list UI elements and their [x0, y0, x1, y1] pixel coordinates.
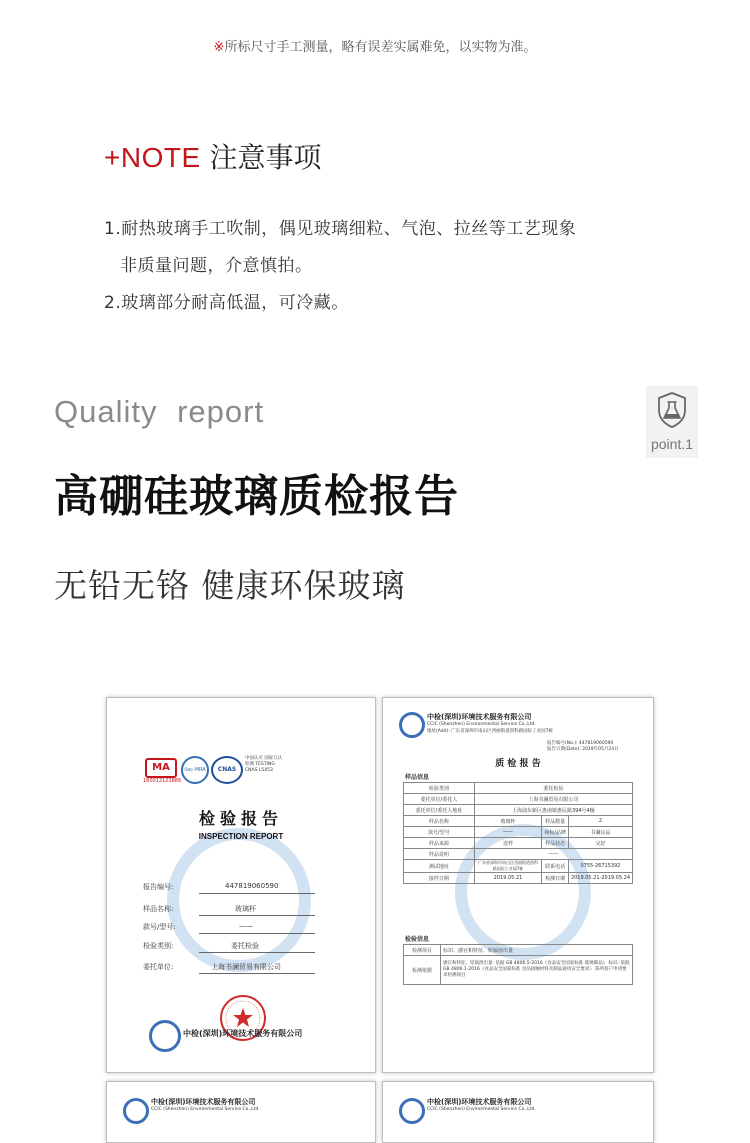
table-cell: 书澜良品	[568, 827, 632, 838]
table-row	[404, 873, 633, 884]
table-cell: 检测项目	[404, 945, 441, 956]
table-cell: 委托单位/委托人	[404, 794, 475, 805]
asterisk-mark: ※	[213, 40, 225, 55]
measurement-disclaimer	[0, 36, 750, 55]
ccic-logo	[399, 712, 425, 738]
table-cell: 感官和特征、铅镉溶出量: 依据 GB 4806.5-2016《食品安全国家标准 玻璃制品》 标识: 依据 GB 4806.1-2016《食品安全国家标准 食品接触材料及制品通用安全要求》 陈列客户申请要求检测项目	[441, 956, 633, 985]
company-name-en: CCIC (Shenzhen) Environmental Service Co.,Ltd.	[151, 1107, 260, 1112]
field-value: 玻璃杯	[235, 905, 256, 913]
ma-number: 160012123886	[143, 778, 182, 784]
table-row	[404, 783, 633, 794]
ccic-logo	[399, 1098, 425, 1124]
table-cell: 样品数量	[542, 816, 569, 827]
report-cover-page	[106, 697, 376, 1073]
report-number: 报告编号(No.): 447819060590	[547, 741, 614, 746]
table-cell: 2019.05.21-2019.05.24	[568, 873, 632, 884]
table-cell: 2019.05.21	[474, 873, 542, 884]
field-value: 447819060590	[225, 882, 279, 890]
table-cell: 2	[568, 816, 632, 827]
section-test: 检验信息	[405, 936, 430, 943]
report-title-en: INSPECTION REPORT	[198, 832, 284, 841]
field-label: 款号/型号:	[143, 923, 176, 931]
table-cell: 检验类别	[404, 783, 475, 794]
cnas-logo: CNAS	[211, 756, 243, 784]
table-row	[404, 816, 633, 827]
field-value: 委托检验	[231, 942, 259, 950]
main-title: 高硼硅玻璃质检报告	[54, 471, 459, 522]
table-row	[404, 805, 633, 816]
report-page-4	[382, 1081, 654, 1143]
report-page-3	[106, 1081, 376, 1143]
table-row	[404, 860, 633, 873]
table-cell: 标识、感官和特征、铅镉溶出量	[441, 945, 633, 956]
ccic-logo	[149, 1020, 181, 1052]
cover-footer-company: 中检(深圳)环境技术服务有限公司	[183, 1029, 303, 1038]
company-name-en: CCIC (Shenzhen) Environmental Service Co.,Ltd.	[427, 1107, 536, 1112]
field-label: 委托单位:	[143, 963, 174, 971]
point-label: point.1	[650, 436, 694, 452]
table-cell: 接样日期	[404, 873, 475, 884]
field-value: 上海书澜贸易有限公司	[211, 963, 281, 971]
table-cell: 委托检验	[474, 783, 632, 794]
company-name: 中检(深圳)环境技术服务有限公司	[427, 713, 532, 721]
company-name-en: CCIC (Shenzhen) Environmental Service Co.,Ltd.	[427, 722, 536, 727]
table-cell: 委托单位/委托人地址	[404, 805, 475, 816]
point-badge	[646, 386, 698, 458]
disclaimer-text: 所标尺寸手工测量，略有误差实属难免，以实物为准。	[224, 40, 537, 55]
field-label: 样品名称:	[143, 905, 174, 913]
note-heading	[104, 136, 322, 176]
table-cell: 上海浦东新区惠南镇惠民路394号4幢	[474, 805, 632, 816]
flask-shield-icon	[655, 390, 689, 430]
field-label: 检验类别:	[143, 942, 174, 950]
section-sample: 样品信息	[405, 774, 430, 781]
table-cell: 商标/品牌	[542, 827, 569, 838]
table-row	[404, 794, 633, 805]
report-date: 报告日期(Date): 2019年05月24日	[547, 747, 619, 752]
table-cell: 0755-26715392	[568, 860, 632, 873]
table-cell: 测试地址	[404, 860, 475, 873]
sample-info-table	[403, 782, 633, 884]
company-name: 中检(深圳)环境技术服务有限公司	[427, 1098, 532, 1106]
table-cell: 检测日期	[542, 873, 569, 884]
ccic-logo	[123, 1098, 149, 1124]
table-cell: 款号/型号	[404, 827, 475, 838]
subtitle: 无铅无铬 健康环保玻璃	[54, 566, 406, 605]
table-cell: 样品名称	[404, 816, 475, 827]
quality-report-label: Quality report	[54, 394, 265, 429]
table-cell: 上海书澜贸易有限公司	[474, 794, 632, 805]
table-cell: 完好	[568, 838, 632, 849]
note-title-en: +NOTE	[104, 142, 201, 173]
table-cell: 广东省深圳市南山区西丽街道创科路国际工业园7栋	[474, 860, 542, 873]
table-cell: 样品来源	[404, 838, 475, 849]
company-address: 地址(Add): 广东省深圳市南山区西丽街道创科路国际工业园7栋	[427, 729, 554, 734]
cnas-text: 中国认可 国际互认 检测 TESTING CNAS L5453	[245, 756, 283, 773]
table-cell: ——	[474, 849, 632, 860]
table-cell: 样品说明	[404, 849, 475, 860]
ma-logo: MA	[145, 758, 177, 778]
note-line-2: 非质量问题，介意慎拍。	[120, 256, 313, 276]
table-row	[404, 945, 633, 956]
field-value: ——	[239, 922, 253, 930]
company-name: 中检(深圳)环境技术服务有限公司	[151, 1098, 256, 1106]
note-title-cn: 注意事项	[209, 141, 322, 174]
table-cell: 联系电话	[542, 860, 569, 873]
table-row	[404, 849, 633, 860]
table-cell: 检测依据	[404, 956, 441, 985]
table-cell: 样品状态	[542, 838, 569, 849]
table-cell: 玻璃杯	[474, 816, 542, 827]
note-line-1: 1.耐热玻璃手工吹制，偶见玻璃细粒、气泡、拉丝等工艺现象	[104, 219, 577, 239]
table-cell: ——	[474, 827, 542, 838]
table-cell: 送样	[474, 838, 542, 849]
detail-title: 质 检 报 告	[495, 759, 541, 769]
report-detail-page	[382, 697, 654, 1073]
table-row	[404, 838, 633, 849]
table-row	[404, 956, 633, 985]
note-line-3: 2.玻璃部分耐高低温，可冷藏。	[104, 293, 349, 313]
ilac-logo: ilac-MRA	[181, 756, 209, 784]
table-row	[404, 827, 633, 838]
report-title-cn: 检验报告	[198, 809, 283, 828]
field-label: 报告编号:	[143, 883, 174, 891]
test-info-table	[403, 944, 633, 985]
